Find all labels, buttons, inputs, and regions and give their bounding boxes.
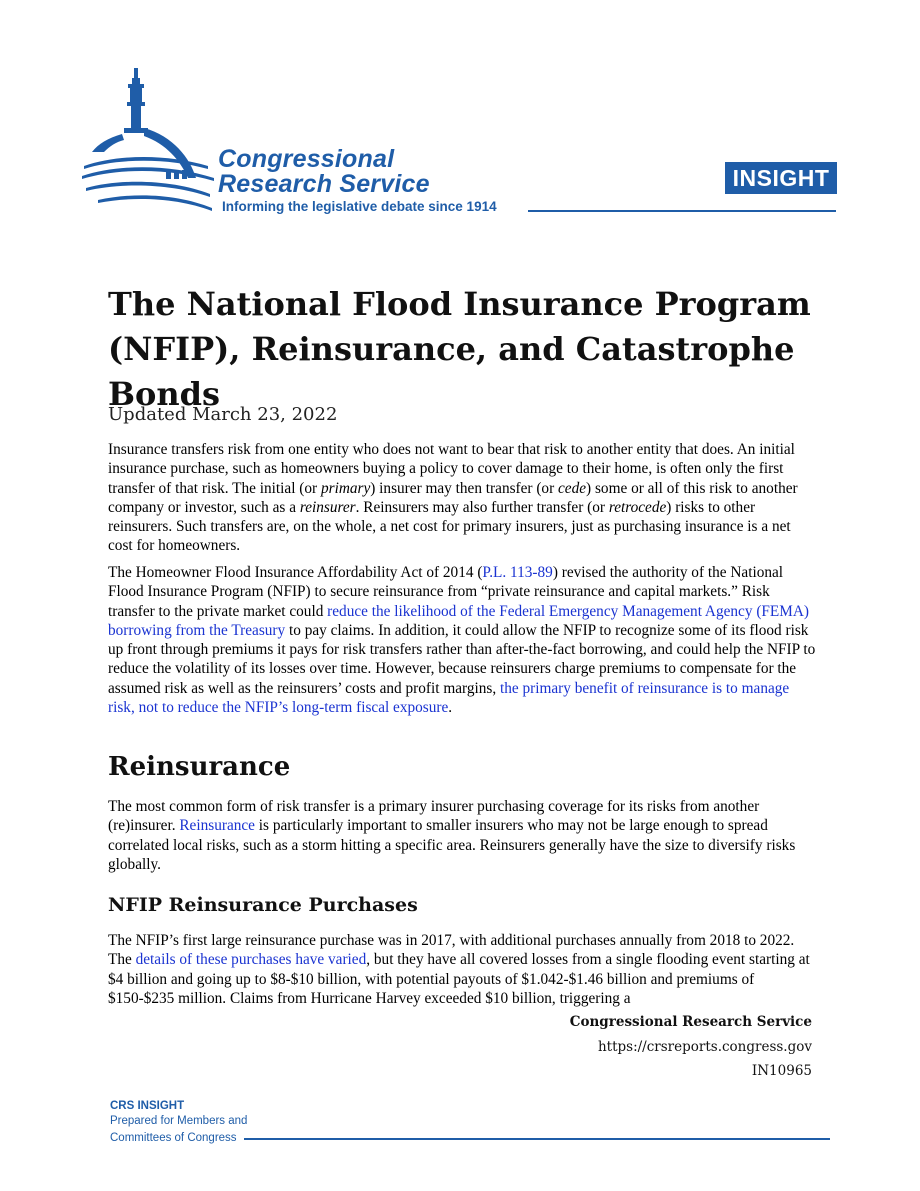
reinsurance-link[interactable]: Reinsurance: [179, 817, 255, 835]
tagline: Informing the legislative debate since 1914: [222, 199, 497, 214]
insight-badge: INSIGHT: [725, 162, 837, 194]
term-primary: primary: [320, 479, 371, 497]
term-reinsurer: reinsurer: [299, 498, 356, 516]
footer-org: Congressional Research Service: [569, 1014, 812, 1030]
crs-capitol-logo: [78, 66, 218, 216]
prepared-line1: Prepared for Members and: [110, 1115, 248, 1127]
prepared-line2: Committees of Congress: [110, 1132, 237, 1144]
purchases-paragraph: The NFIP’s first large reinsurance purchase was in 2017, with additional purchases annually from 2018 to 2022. The details of these purchases have varied, but they have all covered losses from a single flooding event starting at $4 billion and going up to $8-$10 billion, with potential payouts of $1.042-$1.46 billion and premiums of $150-$235 million. Claims from Hurricane Harvey exceeded $10 billion, triggering a: [108, 932, 810, 1007]
reinsurance-benefit-link[interactable]: the primary benefit of reinsurance is to manage risk, not to reduce the NFIP’s long-term fiscal exposure: [108, 679, 790, 717]
footer-url[interactable]: https://crsreports.congress.gov: [597, 1039, 812, 1055]
tagline-rule: [528, 210, 836, 212]
subsection-heading-purchases: NFIP Reinsurance Purchases: [108, 894, 418, 916]
updated-date: Updated March 23, 2022: [108, 404, 338, 425]
nfip-authority-paragraph: The Homeowner Flood Insurance Affordability Act of 2014 (P.L. 113-89) revised the authority of the National Flood Insurance Program (NFIP) to secure reinsurance from “private reinsurance and capital markets.” Risk transfer to the private market could reduce the likelihood of the Federal Emergency Management Agency (FEMA) borrowing from the Treasury to pay claims. In addition, it could allow the NFIP to recognize some of its flood risk up front through premiums it pays for risk transfers rather than after-the-fact borrowing, and could help the NFIP to reduce the volatility of its losses over time. However, because reinsurers charge premiums to compensate for the assumed risk as well as the reinsurers’ costs and profit margins, the primary benefit of reinsurance is to manage risk, not to reduce the NFIP’s long-term fiscal exposure.: [108, 564, 816, 717]
section-heading-reinsurance: Reinsurance: [108, 752, 291, 782]
footer-rule: [244, 1138, 830, 1140]
intro-paragraph: Insurance transfers risk from one entity who does not want to bear that risk to another entity that does. An initial insurance purchase, such as homeowners buying a policy to cover damage to their home, is often only the first transfer of that risk. The initial (or primary) insurer may then transfer (or cede) some or all of this risk to another company or investor, such as a reinsurer. Reinsurers may also further transfer (or retrocede) risks to other reinsurers. Such transfers are, on the whole, a net cost for primary insurers, just as purchasing insurance is a net cost for homeowners.: [108, 441, 798, 555]
reinsurance-paragraph: The most common form of risk transfer is a primary insurer purchasing coverage for its risks from another (re)insurer. Reinsurance is particularly important to smaller insurers who may not be large enough to spread correlated local risks, such as a storm hitting a specific area. Reinsurers generally have the size to diversify risks globally.: [108, 798, 796, 873]
page-title: The National Flood Insurance Program (NFIP), Reinsurance, and Catastrophe Bonds: [108, 285, 811, 413]
org-name-line1: Congressional: [218, 145, 395, 173]
term-retrocede: retrocede: [608, 498, 667, 516]
purchase-details-link[interactable]: details of these purchases have varied: [135, 951, 367, 969]
report-id: IN10965: [751, 1063, 812, 1079]
public-law-link[interactable]: P.L. 113-89: [482, 564, 553, 581]
fema-borrowing-link[interactable]: reduce the likelihood of the Federal Emergency Management Agency (FEMA) borrowing from the Treasury: [108, 602, 810, 639]
org-name-line2: Research Service: [218, 170, 430, 198]
crs-insight-label: CRS INSIGHT: [110, 1100, 185, 1112]
term-cede: cede: [558, 479, 587, 497]
